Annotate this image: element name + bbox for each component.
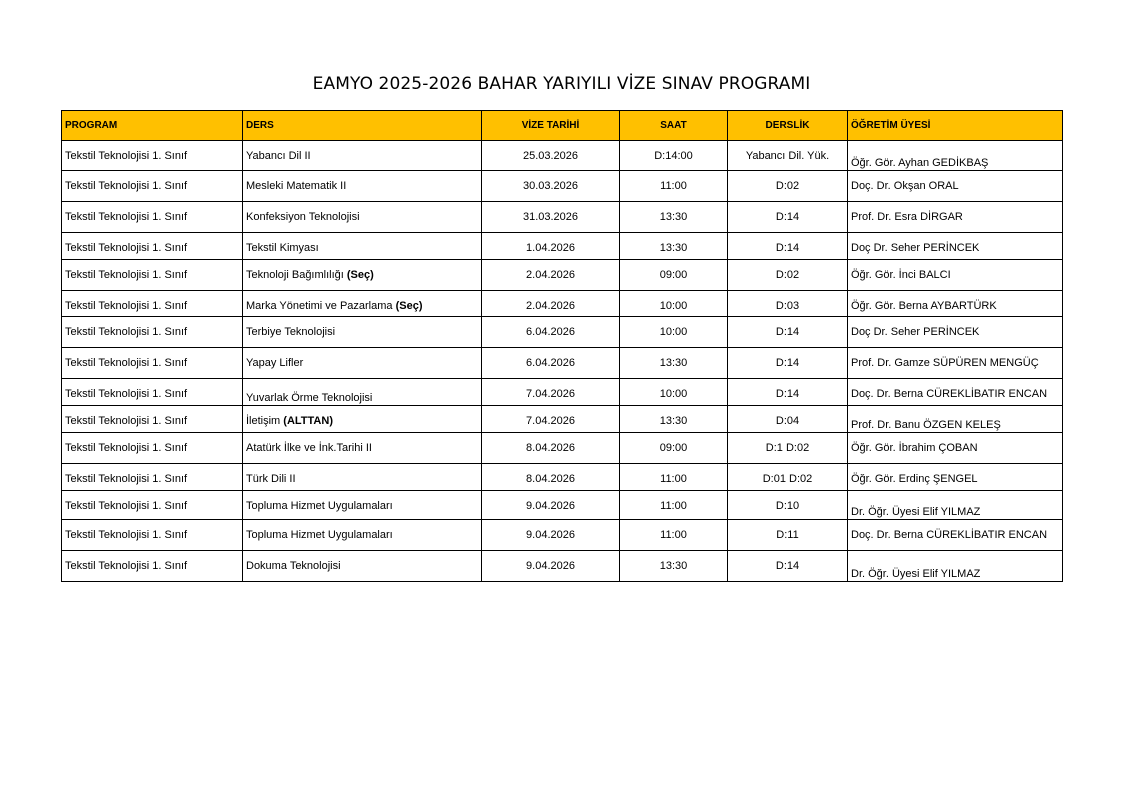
- cell-program: Tekstil Teknolojisi 1. Sınıf: [62, 491, 243, 520]
- cell-derslik: D:14: [728, 233, 848, 260]
- cell-program: Tekstil Teknolojisi 1. Sınıf: [62, 291, 243, 317]
- cell-vize-tarihi: 2.04.2026: [482, 291, 620, 317]
- cell-ders: [243, 317, 482, 348]
- cell-saat: 11:00: [620, 491, 728, 520]
- cell-ders: [243, 433, 482, 464]
- cell-derslik: D:02: [728, 171, 848, 202]
- cell-derslik: D:14: [728, 317, 848, 348]
- cell-ogretim-uyesi: Dr. Öğr. Üyesi Elif YILMAZ: [848, 551, 1063, 582]
- cell-ders: [243, 291, 482, 317]
- cell-program: Tekstil Teknolojisi 1. Sınıf: [62, 433, 243, 464]
- cell-program: Tekstil Teknolojisi 1. Sınıf: [62, 406, 243, 433]
- cell-ogretim-uyesi: Öğr. Gör. Berna AYBARTÜRK: [848, 291, 1063, 317]
- cell-ders: [243, 348, 482, 379]
- page-title: EAMYO 2025-2026 BAHAR YARIYILI VİZE SINAV PROGRAMI: [312, 74, 811, 94]
- column-header-derslik: DERSLİK: [728, 111, 848, 141]
- cell-derslik: D:01 D:02: [728, 464, 848, 491]
- cell-program: Tekstil Teknolojisi 1. Sınıf: [62, 520, 243, 551]
- cell-program: Tekstil Teknolojisi 1. Sınıf: [62, 464, 243, 491]
- cell-saat: D:14:00: [620, 141, 728, 171]
- cell-program: Tekstil Teknolojisi 1. Sınıf: [62, 202, 243, 233]
- table-row: [62, 520, 1063, 551]
- ders-tag: (Seç): [395, 300, 423, 312]
- cell-derslik: D:1 D:02: [728, 433, 848, 464]
- cell-derslik: D:14: [728, 551, 848, 582]
- ders-name: Topluma Hizmet Uygulamaları: [246, 500, 393, 512]
- cell-vize-tarihi: 9.04.2026: [482, 491, 620, 520]
- table-row: [62, 551, 1063, 582]
- cell-saat: 10:00: [620, 379, 728, 406]
- ders-name: Teknoloji Bağımlılığı: [246, 269, 344, 281]
- ders-name: Yuvarlak Örme Teknolojisi: [246, 392, 373, 404]
- cell-ogretim-uyesi: Öğr. Gör. İnci BALCI: [848, 260, 1063, 291]
- ders-name: Dokuma Teknolojisi: [246, 560, 341, 572]
- cell-derslik: D:10: [728, 491, 848, 520]
- ders-name: Yabancı Dil II: [246, 150, 311, 162]
- cell-derslik: D:04: [728, 406, 848, 433]
- cell-program: Tekstil Teknolojisi 1. Sınıf: [62, 233, 243, 260]
- cell-ders: [243, 171, 482, 202]
- table-row: [62, 379, 1063, 406]
- cell-ogretim-uyesi: Doç Dr. Seher PERİNCEK: [848, 317, 1063, 348]
- cell-program: Tekstil Teknolojisi 1. Sınıf: [62, 171, 243, 202]
- table-row: [62, 171, 1063, 202]
- cell-saat: 10:00: [620, 291, 728, 317]
- cell-program: Tekstil Teknolojisi 1. Sınıf: [62, 348, 243, 379]
- cell-vize-tarihi: 30.03.2026: [482, 171, 620, 202]
- cell-derslik: D:14: [728, 379, 848, 406]
- cell-vize-tarihi: 2.04.2026: [482, 260, 620, 291]
- ders-tag: (Seç): [346, 269, 374, 281]
- column-header-saat: SAAT: [620, 111, 728, 141]
- cell-vize-tarihi: 7.04.2026: [482, 406, 620, 433]
- cell-ogretim-uyesi: Prof. Dr. Esra DİRGAR: [848, 202, 1063, 233]
- cell-ogretim-uyesi: Öğr. Gör. Ayhan GEDİKBAŞ: [848, 141, 1063, 171]
- cell-ogretim-uyesi: Prof. Dr. Gamze SÜPÜREN MENGÜÇ: [848, 348, 1063, 379]
- ders-name: İletişim: [246, 415, 281, 427]
- cell-saat: 13:30: [620, 551, 728, 582]
- column-header-vize-tarihi: VİZE TARİHİ: [482, 111, 620, 141]
- cell-ogretim-uyesi: Dr. Öğr. Üyesi Elif YILMAZ: [848, 491, 1063, 520]
- column-header-program: PROGRAM: [62, 111, 243, 141]
- cell-ogretim-uyesi: Doç. Dr. Okşan ORAL: [848, 171, 1063, 202]
- table-row: [62, 491, 1063, 520]
- cell-ders: [243, 260, 482, 291]
- cell-derslik: Yabancı Dil. Yük.: [728, 141, 848, 171]
- cell-saat: 13:30: [620, 202, 728, 233]
- column-header-ogretim-uyesi: ÖĞRETİM ÜYESİ: [848, 111, 1063, 141]
- cell-saat: 10:00: [620, 317, 728, 348]
- table-row: [62, 348, 1063, 379]
- cell-vize-tarihi: 25.03.2026: [482, 141, 620, 171]
- table-header: [62, 111, 1063, 141]
- cell-saat: 13:30: [620, 233, 728, 260]
- cell-ders: [243, 379, 482, 406]
- cell-ders: [243, 551, 482, 582]
- cell-saat: 11:00: [620, 520, 728, 551]
- cell-vize-tarihi: 9.04.2026: [482, 551, 620, 582]
- cell-vize-tarihi: 9.04.2026: [482, 520, 620, 551]
- cell-derslik: D:02: [728, 260, 848, 291]
- table-row: [62, 202, 1063, 233]
- cell-vize-tarihi: 6.04.2026: [482, 348, 620, 379]
- cell-ders: [243, 491, 482, 520]
- cell-ders: [243, 141, 482, 171]
- table-body: [62, 141, 1063, 582]
- cell-ogretim-uyesi: Doç Dr. Seher PERİNCEK: [848, 233, 1063, 260]
- cell-vize-tarihi: 8.04.2026: [482, 433, 620, 464]
- cell-ogretim-uyesi: Doç. Dr. Berna CÜREKLİBATIR ENCAN: [848, 379, 1063, 406]
- cell-saat: 13:30: [620, 406, 728, 433]
- cell-program: Tekstil Teknolojisi 1. Sınıf: [62, 317, 243, 348]
- cell-program: Tekstil Teknolojisi 1. Sınıf: [62, 260, 243, 291]
- table-row: [62, 433, 1063, 464]
- cell-ogretim-uyesi: Öğr. Gör. İbrahim ÇOBAN: [848, 433, 1063, 464]
- cell-vize-tarihi: 8.04.2026: [482, 464, 620, 491]
- ders-name: Mesleki Matematik II: [246, 180, 347, 192]
- cell-saat: 09:00: [620, 260, 728, 291]
- ders-name: Yapay Lifler: [246, 357, 304, 369]
- ders-name: Terbiye Teknolojisi: [246, 326, 336, 338]
- cell-vize-tarihi: 31.03.2026: [482, 202, 620, 233]
- table-row: [62, 141, 1063, 171]
- ders-name: Marka Yönetimi ve Pazarlama: [246, 300, 393, 312]
- table-row: [62, 291, 1063, 317]
- cell-program: Tekstil Teknolojisi 1. Sınıf: [62, 141, 243, 171]
- column-header-ders: DERS: [243, 111, 482, 141]
- cell-derslik: D:14: [728, 348, 848, 379]
- table-row: [62, 260, 1063, 291]
- cell-saat: 13:30: [620, 348, 728, 379]
- table-row: [62, 406, 1063, 433]
- cell-vize-tarihi: 1.04.2026: [482, 233, 620, 260]
- cell-ders: [243, 202, 482, 233]
- cell-derslik: D:14: [728, 202, 848, 233]
- table-row: [62, 464, 1063, 491]
- cell-ders: [243, 464, 482, 491]
- cell-ders: [243, 520, 482, 551]
- cell-vize-tarihi: 7.04.2026: [482, 379, 620, 406]
- ders-name: Topluma Hizmet Uygulamaları: [246, 529, 393, 541]
- cell-derslik: D:03: [728, 291, 848, 317]
- cell-ders: [243, 233, 482, 260]
- cell-ogretim-uyesi: Prof. Dr. Banu ÖZGEN KELEŞ: [848, 406, 1063, 433]
- cell-saat: 11:00: [620, 464, 728, 491]
- cell-program: Tekstil Teknolojisi 1. Sınıf: [62, 379, 243, 406]
- table-row: [62, 317, 1063, 348]
- cell-program: Tekstil Teknolojisi 1. Sınıf: [62, 551, 243, 582]
- cell-saat: 11:00: [620, 171, 728, 202]
- exam-schedule-table: [61, 110, 1063, 582]
- ders-name: Tekstil Kimyası: [246, 242, 319, 254]
- table-row: [62, 233, 1063, 260]
- cell-vize-tarihi: 6.04.2026: [482, 317, 620, 348]
- cell-derslik: D:11: [728, 520, 848, 551]
- ders-name: Konfeksiyon Teknolojisi: [246, 211, 360, 223]
- ders-tag: (ALTTAN): [283, 415, 333, 427]
- cell-ogretim-uyesi: Öğr. Gör. Erdinç ŞENGEL: [848, 464, 1063, 491]
- cell-ders: [243, 406, 482, 433]
- cell-saat: 09:00: [620, 433, 728, 464]
- cell-ogretim-uyesi: Doç. Dr. Berna CÜREKLİBATIR ENCAN: [848, 520, 1063, 551]
- ders-name: Türk Dili II: [246, 473, 296, 485]
- ders-name: Atatürk İlke ve İnk.Tarihi II: [246, 442, 372, 454]
